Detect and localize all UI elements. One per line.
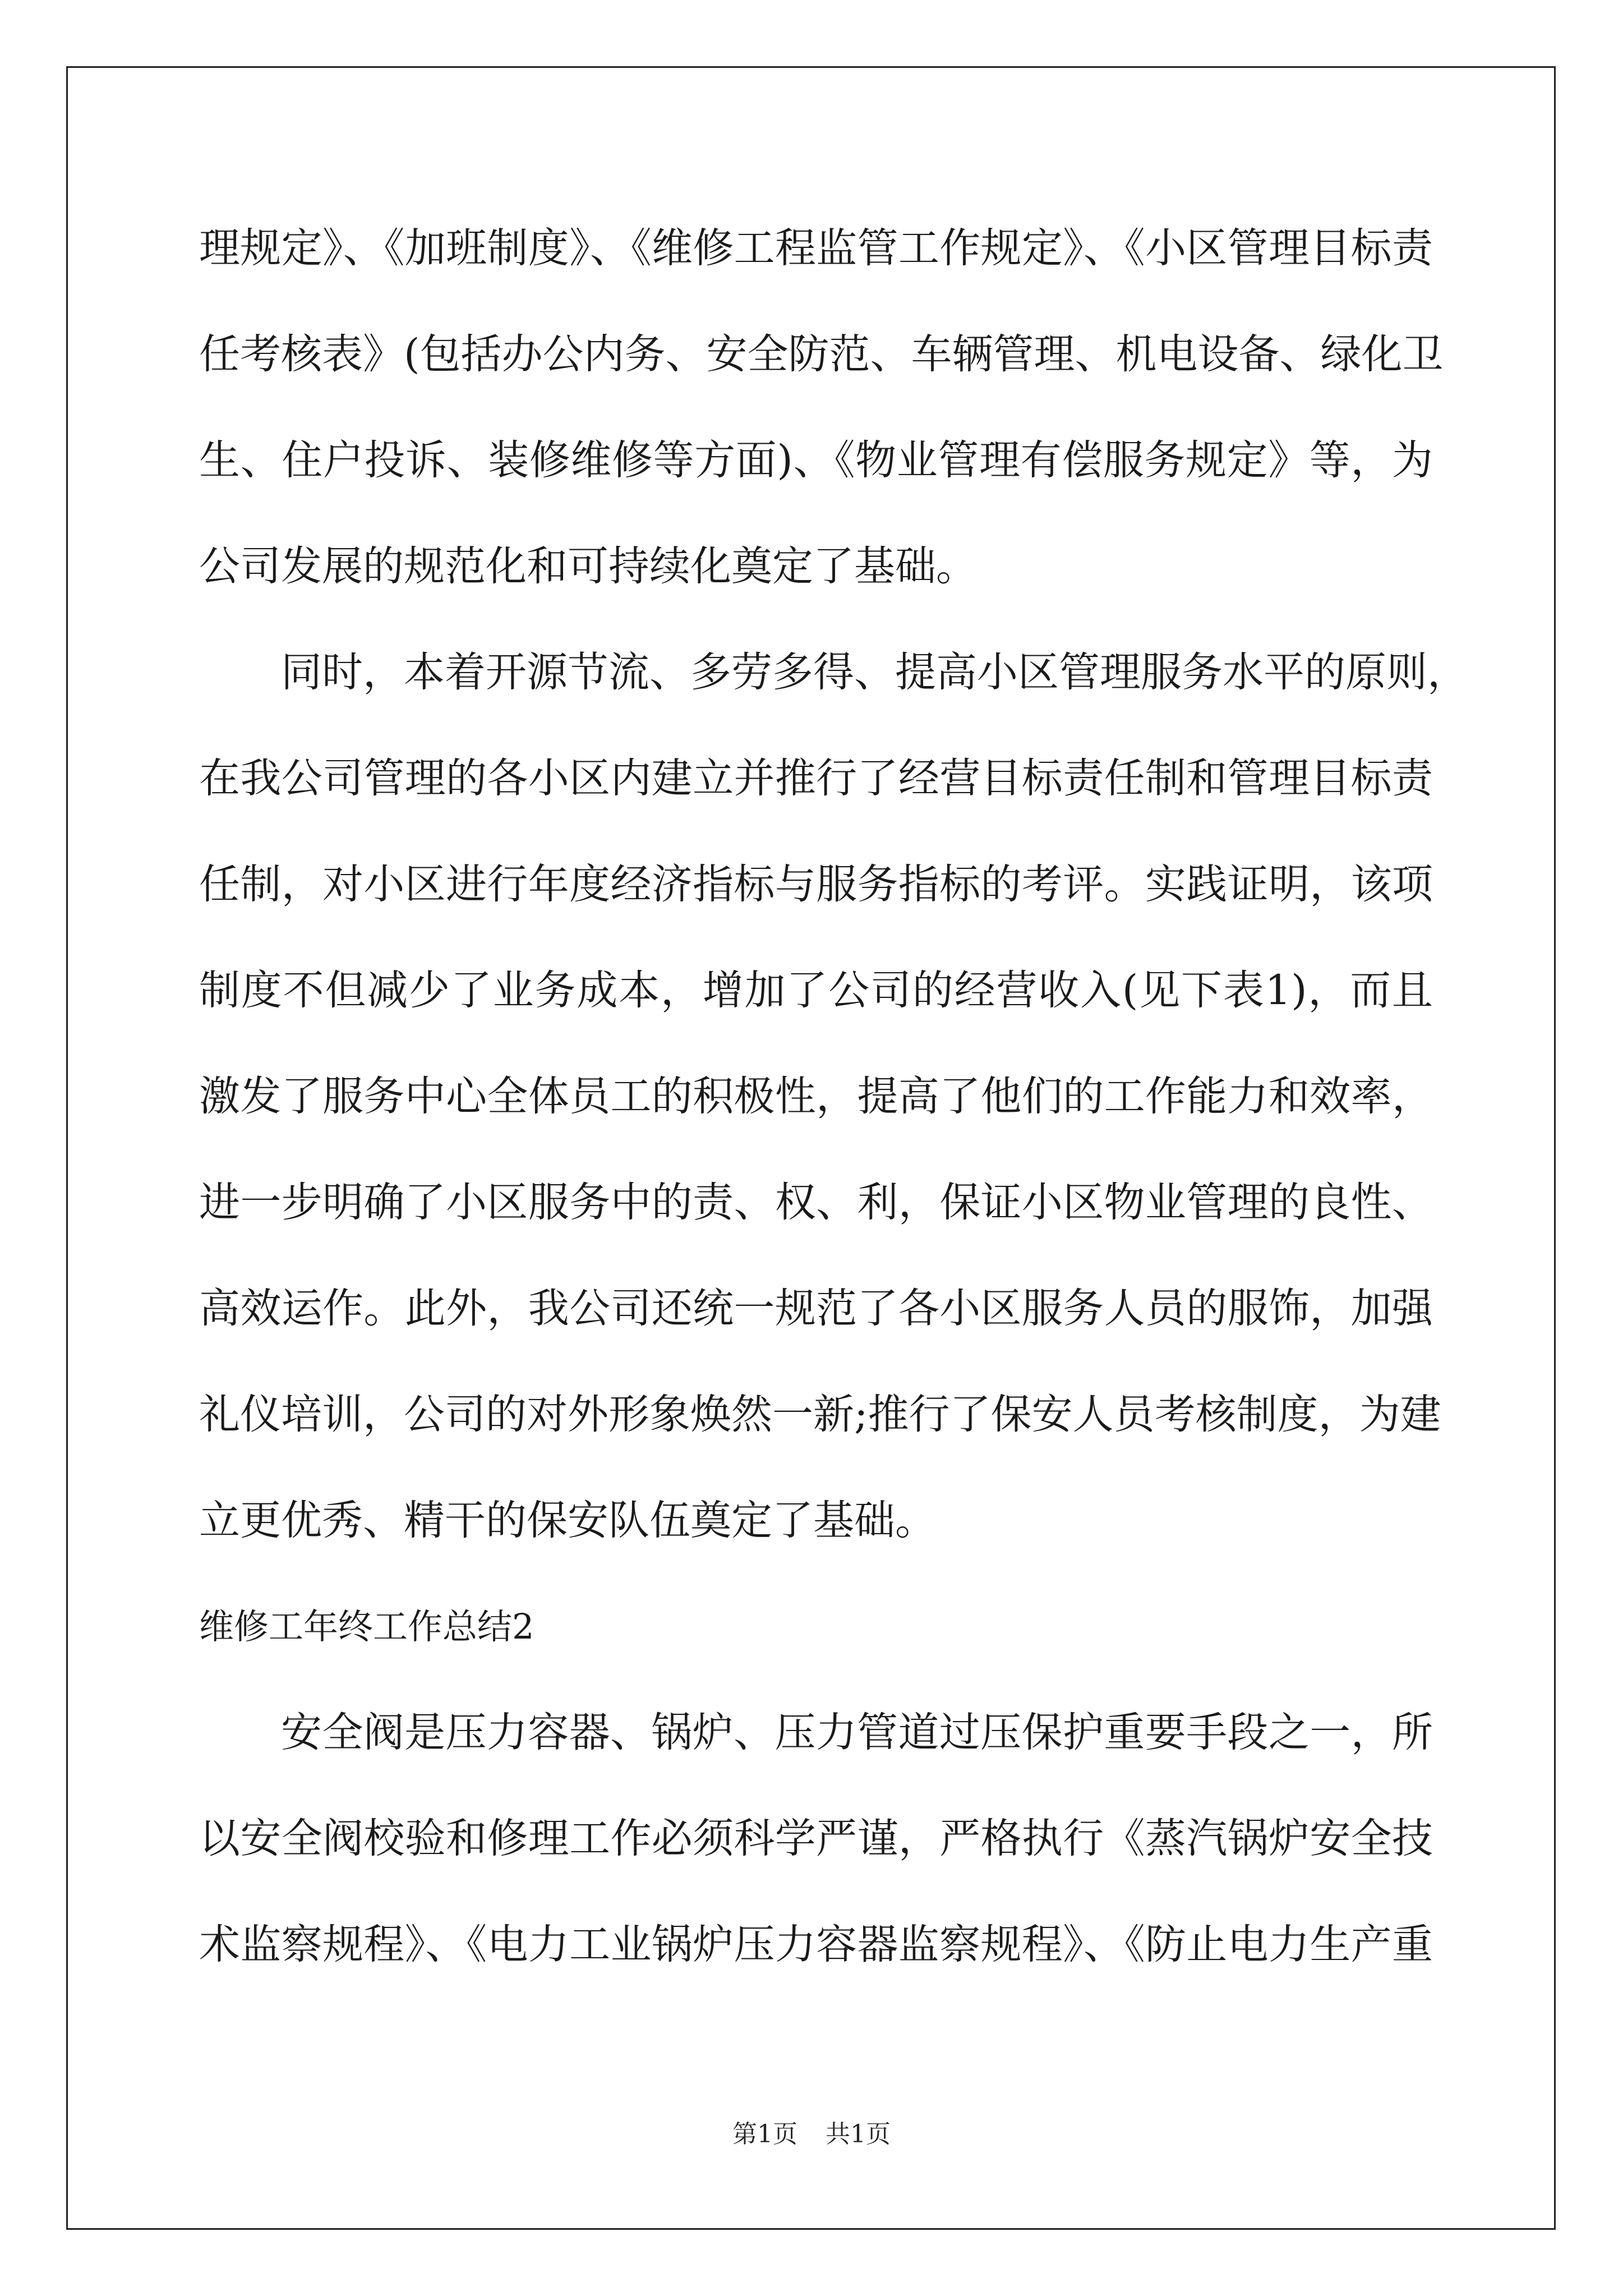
- section-paragraph-line-1: 安全阀是压力容器、锅炉、压力管道过压保护重要手段之一，所: [281, 1709, 1433, 1756]
- page-footer: [0, 2118, 1623, 2151]
- paragraph-2-line-2: 在我公司管理的各小区内建立并推行了经营目标责任制和管理目标责: [199, 754, 1433, 802]
- page-number: 第1页: [732, 2120, 797, 2148]
- paragraph-2-line-6: 进一步明确了小区服务中的责、权、利，保证小区物业管理的良性、: [199, 1179, 1433, 1226]
- section-paragraph-line-3: 术监察规程》、《电力工业锅炉压力容器监察规程》、《防止电力生产重: [199, 1921, 1433, 1968]
- section-heading: 维修工年终工作总结2: [199, 1606, 534, 1647]
- paragraph-2-line-4: 制度不但减少了业务成本，增加了公司的经营收入(见下表1)，而且: [199, 967, 1433, 1014]
- paragraph-2-line-1: 同时，本着开源节流、多劳多得、提高小区管理服务水平的原则，: [281, 648, 1468, 696]
- page-total: 共1页: [826, 2120, 891, 2148]
- paragraph-2-line-9: 立更优秀、精干的保安队伍奠定了基础。: [199, 1497, 936, 1544]
- paragraph-1-line-2: 任考核表》(包括办公内务、安全防范、车辆管理、机电设备、绿化卫: [199, 330, 1444, 378]
- paragraph-1-line-4: 公司发展的规范化和可持续化奠定了基础。: [199, 542, 977, 590]
- paragraph-2-line-3: 任制，对小区进行年度经济指标与服务指标的考评。实践证明，该项: [199, 861, 1433, 908]
- document-body: [199, 222, 1468, 2024]
- section-paragraph-line-2: 以安全阀校验和修理工作必须科学严谨，严格执行《蒸汽锅炉安全技: [199, 1815, 1433, 1862]
- paragraph-2-line-5: 激发了服务中心全体员工的积极性，提高了他们的工作能力和效率，: [199, 1073, 1433, 1120]
- paragraph-2-line-7: 高效运作。此外，我公司还统一规范了各小区服务人员的服饰，加强: [199, 1285, 1433, 1332]
- paragraph-2-line-8: 礼仪培训，公司的对外形象焕然一新;推行了保安人员考核制度，为建: [199, 1391, 1441, 1438]
- paragraph-1-line-1: 理规定》、《加班制度》、《维修工程监管工作规定》、《小区管理目标责: [199, 224, 1433, 272]
- paragraph-1-line-3: 生、住户投诉、装修维修等方面)、《物业管理有偿服务规定》等，为: [199, 436, 1433, 484]
